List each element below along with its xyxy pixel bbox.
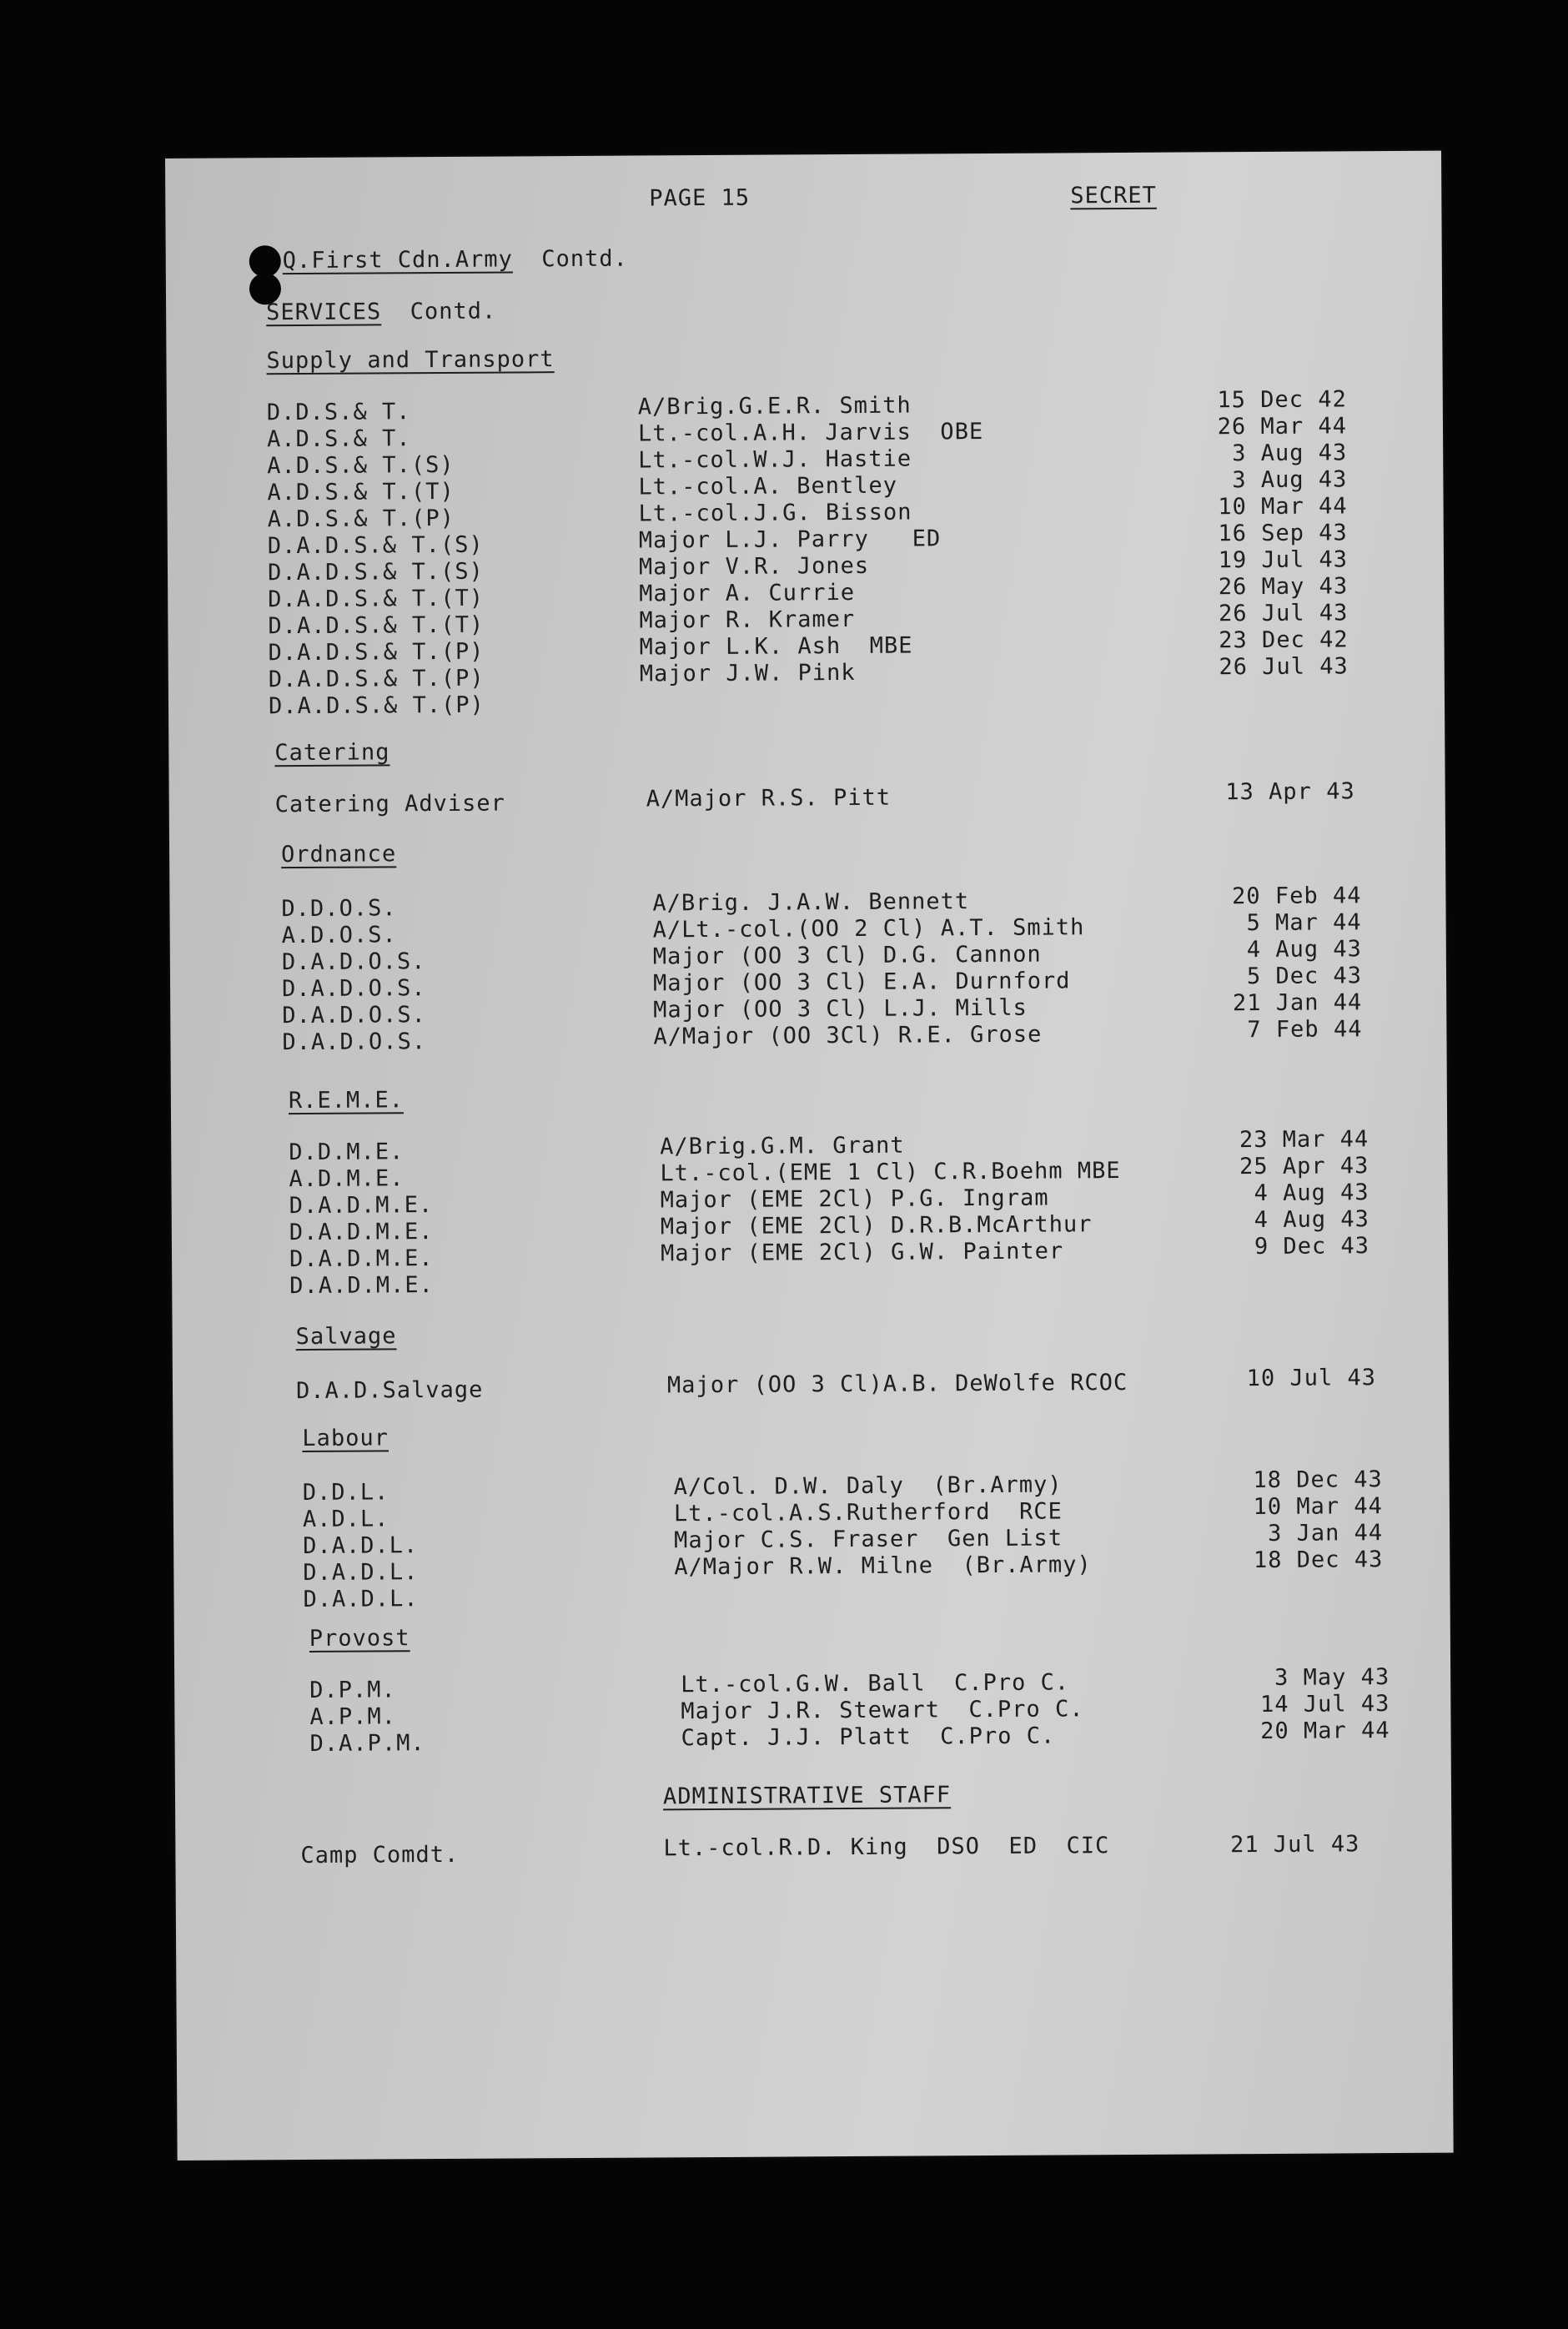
section-heading: Provost xyxy=(309,1625,410,1652)
section-heading: Supply and Transport xyxy=(266,346,555,375)
appointment-date: 5 Mar 44 xyxy=(1246,909,1362,937)
appointment-title: D.A.D.L. xyxy=(303,1586,419,1613)
appointment-title: D.A.D.S.& T.(T) xyxy=(268,611,485,640)
appointment-title: A.D.L. xyxy=(302,1506,389,1533)
appointment-date: 4 Aug 43 xyxy=(1254,1206,1369,1234)
officer-name: A/Brig. J.A.W. Bennett xyxy=(652,888,970,917)
appointment-date: 20 Mar 44 xyxy=(1260,1718,1390,1745)
section-heading: Salvage xyxy=(295,1323,397,1351)
services-heading-suffix: Contd. xyxy=(410,298,497,325)
appointment-date: 23 Mar 44 xyxy=(1239,1126,1369,1154)
appointment-date: 13 Apr 43 xyxy=(1225,778,1355,806)
services-heading-text: SERVICES xyxy=(266,299,382,326)
appointment-date: 10 Jul 43 xyxy=(1246,1365,1377,1392)
appointment-title: A.D.S.& T. xyxy=(266,425,411,453)
appointment-title: D.A.D.M.E. xyxy=(289,1192,434,1220)
appointment-title: D.D.O.S. xyxy=(281,895,397,923)
appointment-date xyxy=(1195,1573,1383,1574)
appointment-date: 5 Dec 43 xyxy=(1246,963,1363,990)
officer-name: Lt.-col.A. Bentley xyxy=(638,472,898,501)
appointment-title: D.A.D.O.S. xyxy=(282,1029,427,1056)
officer-name: Major L.J. Parry ED xyxy=(638,526,942,554)
appointment-date: 15 Dec 42 xyxy=(1217,386,1347,414)
appointment-date: 3 Jan 44 xyxy=(1267,1520,1384,1547)
appointment-title: D.A.P.M. xyxy=(309,1730,425,1757)
appointment-date: 20 Feb 44 xyxy=(1232,883,1362,910)
appointment-title: D.D.L. xyxy=(302,1479,389,1507)
officer-name: Major C.S. Fraser Gen List xyxy=(674,1525,1063,1554)
appointment-title: A.D.M.E. xyxy=(289,1165,405,1193)
appointment-date: 25 Apr 43 xyxy=(1239,1153,1369,1180)
appointment-title: D.A.D.O.S. xyxy=(282,1002,426,1029)
officer-name: Major (OO 3 Cl) L.J. Mills xyxy=(653,994,1028,1024)
officer-name: Major A. Currie xyxy=(639,579,856,607)
page-number: PAGE 15 xyxy=(649,184,751,212)
appointment-date: 19 Jul 43 xyxy=(1218,546,1349,574)
officer-name: Lt.-col.A.S.Rutherford RCE xyxy=(673,1498,1063,1527)
officer-name: A/Major R.S. Pitt xyxy=(646,784,892,812)
appointment-date: 26 May 43 xyxy=(1218,573,1349,601)
officer-name: Lt.-col.W.J. Hastie xyxy=(638,445,912,474)
unit-heading xyxy=(283,246,628,274)
officer-name: A/Lt.-col.(OO 2 Cl) A.T. Smith xyxy=(652,914,1085,943)
appointment-title: A.P.M. xyxy=(309,1703,397,1730)
appointment-title: D.A.D.L. xyxy=(303,1559,419,1587)
officer-name: Major J.R. Stewart C.Pro C. xyxy=(681,1696,1084,1725)
appointment-title: D.D.S.& T. xyxy=(266,399,411,426)
appointment-date: 3 Aug 43 xyxy=(1232,466,1348,494)
appointment-date: 3 May 43 xyxy=(1274,1664,1390,1691)
officer-name: A/Col. D.W. Daly (Br.Army) xyxy=(673,1471,1063,1501)
appointment-title: D.A.D.S.& T.(S) xyxy=(267,531,484,560)
appointment-title: D.A.D.S.& T.(P) xyxy=(268,665,485,693)
appointment-title: D.A.D.L. xyxy=(303,1532,419,1560)
appointment-date: 18 Dec 43 xyxy=(1253,1466,1383,1494)
appointment-title: D.D.M.E. xyxy=(289,1139,405,1166)
appointment-title: A.D.S.& T.(T) xyxy=(267,478,455,506)
appointment-date: 7 Feb 44 xyxy=(1247,1016,1363,1044)
section-heading: Labour xyxy=(302,1425,389,1452)
officer-name: A/Brig.G.E.R. Smith xyxy=(637,392,912,420)
section-heading: Catering xyxy=(274,739,390,767)
appointment-date: 4 Aug 43 xyxy=(1246,936,1362,963)
officer-name: A/Major R.W. Milne (Br.Army) xyxy=(674,1552,1092,1581)
appointment-date: 21 Jan 44 xyxy=(1232,989,1363,1017)
appointment-date: 14 Jul 43 xyxy=(1259,1691,1390,1718)
officer-name: A/Major (OO 3Cl) R.E. Grose xyxy=(653,1021,1043,1050)
officer-name: Lt.-col.G.W. Ball C.Pro C. xyxy=(681,1669,1070,1698)
appointment-title: D.A.D.S.& T.(P) xyxy=(268,638,485,667)
appointment-title: D.A.D.O.S. xyxy=(281,975,426,1003)
appointment-title: A.D.S.& T.(P) xyxy=(267,505,455,533)
appointment-date: 10 Mar 44 xyxy=(1218,493,1348,521)
appointment-title: D.A.D.Salvage xyxy=(295,1376,484,1405)
appointment-title: D.A.D.M.E. xyxy=(289,1219,434,1246)
appointment-date: 4 Aug 43 xyxy=(1254,1180,1369,1207)
appointment-title: Catering Adviser xyxy=(274,790,505,818)
officer-name: A/Brig.G.M. Grant xyxy=(660,1132,905,1160)
section-heading: Ordnance xyxy=(281,841,397,868)
unit-heading-text: Q.First Cdn.Army xyxy=(282,246,513,274)
appointment-title: D.P.M. xyxy=(309,1677,396,1703)
section-heading: R.E.M.E. xyxy=(288,1087,405,1114)
officer-name: Lt.-col.(EME 1 Cl) C.R.Boehm MBE xyxy=(660,1158,1121,1187)
appointment-date: 10 Mar 44 xyxy=(1253,1493,1383,1521)
officer-name: Major (OO 3 Cl) D.G. Cannon xyxy=(652,941,1042,970)
appointment-title: A.D.S.& T.(S) xyxy=(267,451,455,480)
appointment-title: D.A.D.S.& T.(T) xyxy=(268,585,485,613)
appointment-title: D.A.D.O.S. xyxy=(281,948,426,976)
appointment-date: 21 Jul 43 xyxy=(1229,1831,1360,1859)
officer-name: Major (EME 2Cl) D.R.B.McArthur xyxy=(660,1211,1093,1240)
appointment-date: 16 Sep 43 xyxy=(1218,520,1348,547)
appointment-date: 23 Dec 42 xyxy=(1219,626,1349,654)
officer-name: Capt. J.J. Platt C.Pro C. xyxy=(681,1723,1056,1752)
appointment-title: A.D.O.S. xyxy=(281,922,397,949)
admin-staff-heading: ADMINISTRATIVE STAFF xyxy=(662,1782,952,1810)
officer-name: Major L.K. Ash MBE xyxy=(639,632,913,661)
document-page xyxy=(165,151,1454,2160)
appointment-date: 26 Jul 43 xyxy=(1218,600,1349,627)
officer-name: Major (EME 2Cl) G.W. Painter xyxy=(660,1238,1064,1267)
appointment-date: 3 Aug 43 xyxy=(1232,440,1348,467)
officer-name: Lt.-col.R.D. King DSO ED CIC xyxy=(663,1833,1110,1862)
appointment-title: D.A.D.M.E. xyxy=(289,1272,434,1300)
officer-name: Lt.-col.A.H. Jarvis OBE xyxy=(637,419,984,447)
unit-heading-suffix: Contd. xyxy=(541,245,628,273)
officer-name: Major J.W. Pink xyxy=(639,659,856,687)
appointment-date: 26 Jul 43 xyxy=(1219,653,1349,681)
officer-name: Major (OO 3 Cl) E.A. Durnford xyxy=(652,968,1071,997)
officer-name: Major (OO 3 Cl)A.B. DeWolfe RCOC xyxy=(666,1369,1128,1399)
appointment-title: D.A.D.S.& T.(S) xyxy=(267,558,484,586)
appointment-title: D.A.D.S.& T.(P) xyxy=(268,692,485,720)
services-heading xyxy=(266,299,496,326)
appointment-title: D.A.D.M.E. xyxy=(289,1245,434,1273)
appointment-date xyxy=(1161,680,1349,681)
appointment-title: Camp Comdt. xyxy=(300,1841,460,1869)
classification-marking: SECRET xyxy=(1070,182,1157,209)
officer-name: Lt.-col.J.G. Bisson xyxy=(638,499,912,527)
appointment-date: 26 Mar 44 xyxy=(1217,413,1348,440)
officer-name: Major (EME 2Cl) P.G. Ingram xyxy=(660,1185,1049,1214)
officer-name: Major R. Kramer xyxy=(639,606,856,634)
officer-name: Major V.R. Jones xyxy=(638,552,870,581)
appointment-date: 18 Dec 43 xyxy=(1253,1547,1384,1574)
appointment-date: 9 Dec 43 xyxy=(1254,1233,1370,1260)
